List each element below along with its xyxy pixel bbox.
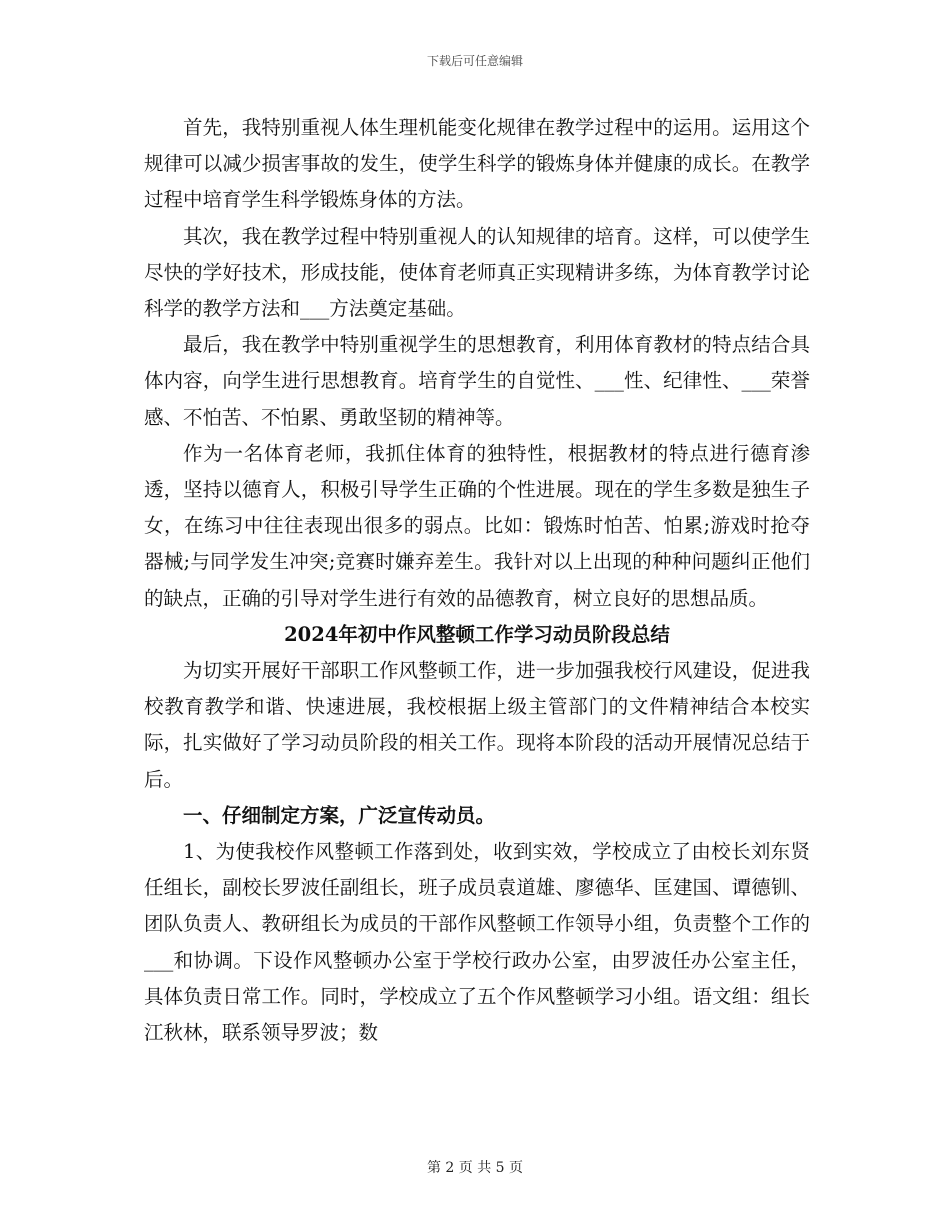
- paragraph-intro: 为切实开展好干部职工作风整顿工作，进一步加强我校行风建设，促进我校教育教学和谐、快速进展，我校根据上级主管部门的文件精神结合本校实际，扎实做好了学习动员阶段的相关工作。现将本阶段的活动开展情况总结于后。: [144, 659, 810, 791]
- section-heading-1: 一、仔细制定方案，广泛宣传动员。: [183, 803, 496, 827]
- document-title: 2024年初中作风整顿工作学习动员阶段总结: [284, 622, 670, 646]
- document-body: [144, 110, 810, 1051]
- paragraph-first: 首先，我特别重视人体生理机能变化规律在教学过程中的运用。运用这个规律可以减少损害事故的发生，使学生科学的锻炼身体并健康的成长。在教学过程中培育学生科学锻炼身体的方法。: [144, 116, 810, 212]
- page-header: 下载后可任意编辑: [426, 54, 523, 68]
- paragraph-second: 其次，我在教学过程中特别重视人的认知规律的培育。这样，可以使学生尽快的学好技术，形成技能，使体育老师真正实现精讲多练，为体育教学讨论科学的教学方法和___方法奠定基础。: [144, 224, 810, 321]
- paragraph-item-1: 1、为使我校作风整顿工作落到处，收到实效，学校成立了由校长刘东贤任组长，副校长罗波任副组长，班子成员袁道雄、廖德华、匡建国、谭德钏、团队负责人、教研组长为成员的干部作风整顿工作领导小组，负责整个工作的___和协调。下设作风整顿办公室于学校行政办公室，由罗波任办公室主任，具体负责日常工作。同时，学校成立了五个作风整顿学习小组。语文组：组长江秋林，联系领导罗波；数: [144, 840, 810, 1045]
- paragraph-moral-education: 作为一名体育老师，我抓住体育的独特性，根据教材的特点进行德育渗透，坚持以德育人，积极引导学生正确的个性进展。现在的学生多数是独生子女，在练习中往往表现出很多的弱点。比如：锻炼时怕苦、怕累;游戏时抢夺器械;与同学发生冲突;竞赛时嫌弃差生。我针对以上出现的种种问题纠正他们的缺点，正确的引导对学生进行有效的品德教育，树立良好的思想品质。: [144, 441, 810, 610]
- page-footer: 第 2 页 共 5 页: [426, 1160, 524, 1176]
- paragraph-last: 最后，我在教学中特别重视学生的思想教育，利用体育教材的特点结合具体内容，向学生进行思想教育。培育学生的自觉性、___性、纪律性、___荣誉感、不怕苦、不怕累、勇敢坚韧的精神等。: [144, 333, 810, 429]
